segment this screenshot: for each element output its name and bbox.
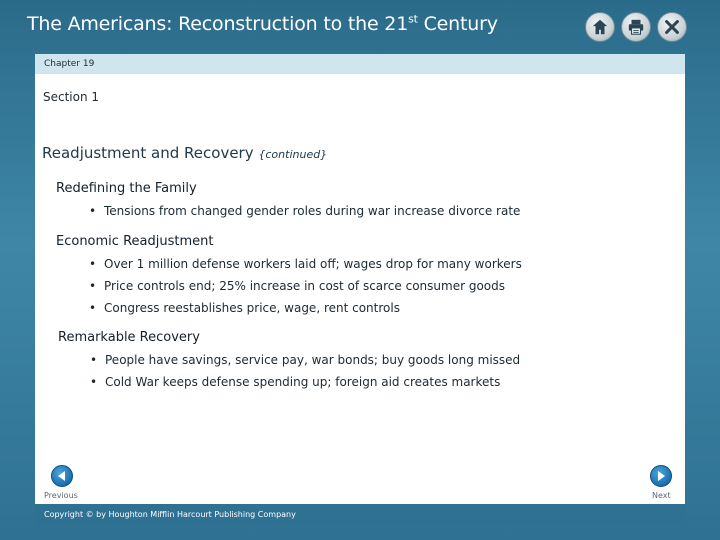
next-button[interactable] <box>650 465 672 487</box>
previous-button[interactable] <box>51 465 73 487</box>
app-title: The Americans: Reconstruction to the 21st Century <box>27 12 498 35</box>
close-button[interactable] <box>657 12 687 42</box>
home-icon <box>591 18 609 36</box>
bullet-item: • People have savings, service pay, war bonds; buy goods long missed <box>90 353 521 367</box>
next-label[interactable]: Next <box>652 491 671 500</box>
chapter-bar <box>35 54 685 74</box>
bullet-item: • Cold War keeps defense spending up; foreign aid creates markets <box>90 375 501 389</box>
arrow-left-icon <box>56 470 68 482</box>
home-button[interactable] <box>585 12 615 42</box>
bullet-item: • Congress reestablishes price, wage, rent controls <box>89 301 400 315</box>
bullet-item: • Price controls end; 25% increase in cost of scarce consumer goods <box>89 279 505 293</box>
print-icon <box>627 18 645 36</box>
slide-content <box>35 54 685 504</box>
previous-label[interactable]: Previous <box>44 491 78 500</box>
bullet-item: • Over 1 million defense workers laid off; wages drop for many workers <box>89 257 522 271</box>
copyright-text: Copyright © by Houghton Mifflin Harcourt Publishing Company <box>44 510 296 519</box>
bullet-item: • Tensions from changed gender roles during war increase divorce rate <box>89 204 521 218</box>
print-button[interactable] <box>621 12 651 42</box>
group-title-recovery: Remarkable Recovery <box>58 330 200 345</box>
slide-heading: Readjustment and Recovery {continued} <box>42 144 328 162</box>
group-title-family: Redefining the Family <box>56 181 197 196</box>
chapter-label: Chapter 19 <box>44 59 95 69</box>
section-label: Section 1 <box>43 90 100 104</box>
arrow-right-icon <box>655 470 667 482</box>
close-icon <box>663 18 681 36</box>
group-title-economic: Economic Readjustment <box>56 234 214 249</box>
header-bar <box>0 0 720 54</box>
footer-bar <box>35 504 685 526</box>
